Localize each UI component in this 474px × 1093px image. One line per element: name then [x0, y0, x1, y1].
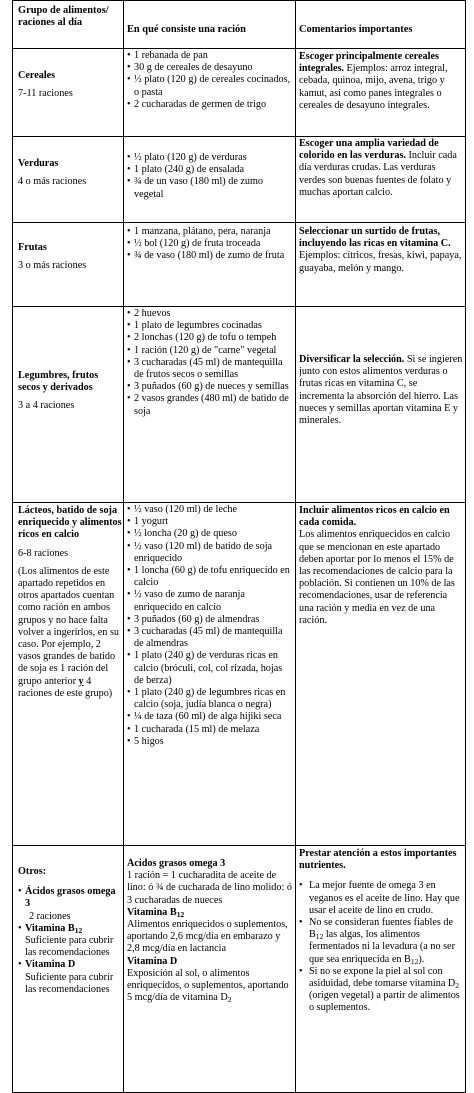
- b12-text: Alimentos enriquecidos o suplementos, aportando 2,6 mcg/día en embarazo y 2,8 mcg/día en lactancia: [127, 919, 288, 955]
- comment-bold: Prestar atención a estos importantes nutrientes.: [299, 848, 457, 872]
- list-item: • La mejor fuente de omega 3 en veganos es el aceite de lino. Hay que usar el aceite de lino en crudo.: [299, 880, 463, 917]
- list-item: • 30 g de cereales de desayuno: [127, 62, 292, 74]
- portion-list-lacteos: [127, 504, 292, 748]
- header-portion: En qué consiste una ración: [127, 24, 246, 35]
- comment-text: Incluir cada día verduras crudas. Las verduras verdes son buenas fuentes de folato y muchas aportan calcio.: [299, 150, 457, 198]
- list-item: • 1 cucharada (15 ml) de melaza: [127, 724, 292, 736]
- list-item: • 1 plato (240 g) de verduras ricas en calcio (bróculi, col, col rizada, hojas de berza): [127, 650, 292, 687]
- group-verduras: [18, 158, 122, 188]
- list-item: • 3 cucharadas (45 ml) de mantequilla de frutos secos o semillas: [127, 357, 292, 381]
- b12-title: Vitamina $B_{12}$: [127, 906, 185, 919]
- list-item: • ½ plato (120 g) de cereales cocinados, o pasta: [127, 74, 292, 98]
- portion-list-legumbres: [127, 308, 292, 418]
- list-item: • 1 manzana, plátano, pera, naranja: [127, 226, 292, 238]
- comment-text: Los alimentos enriquecidos en calcio que se mencionan en este apartado deben aportar por lo menos el 15% de las recomendaciones de calcio para la población. Si contienen un 10% de las recomendaciones, usar de referencia una ración y media en vez de una ración.: [299, 529, 455, 626]
- comment-otros: [299, 848, 463, 1015]
- group-portions: 7-11 raciones: [18, 88, 73, 100]
- list-item: • 2 cucharadas de germen de trigo: [127, 99, 292, 111]
- group-name: Otros:: [18, 866, 47, 877]
- list-item: • ½ plato (120 g) de verduras: [127, 152, 292, 164]
- comment-bold: Diversificar la selección.: [299, 354, 405, 365]
- d-title: Vitamina D: [127, 955, 178, 967]
- list-item: • 1 plato (240 g) de ensalada: [127, 164, 292, 176]
- portion-list-verduras: [127, 152, 292, 201]
- list-item: • ½ bol (120 g) de fruta troceada: [127, 238, 292, 250]
- group-name: Lácteos, batido de soja enriquecido y alimentos ricos en calcio: [18, 505, 122, 541]
- group-note: (Los alimentos de este apartado repetidos en otros apartados cuentan como ración en ambos grupos y no hace falta volver a ingerirlos, en su caso. Por ejemplo, 2 vasos grandes de batido de soja es 1 ración del grupo anterior y 4 raciones de este grupo): [18, 565, 119, 699]
- comment-legumbres: [299, 354, 463, 427]
- list-item: • ½ vaso de zumo de naranja enriquecido en calcio: [127, 589, 292, 613]
- comment-cereales: [299, 51, 463, 112]
- comment-lacteos: [299, 505, 463, 627]
- nutrition-table: [12, 0, 466, 1093]
- group-name: Frutas: [18, 242, 47, 253]
- list-item: • Vitamina $B_{12}$ Suficiente para cubrir las recomendaciones: [18, 923, 122, 960]
- list-item: • Ácidos grasos omega 3 2 raciones: [18, 886, 122, 923]
- comment-text: Ejemplos: cítricos, fresas, kiwi, papaya, guayaba, melón y mango.: [299, 250, 462, 274]
- header-food-group: Grupo de alimentos/ raciones al día: [18, 5, 109, 29]
- group-cereales: [18, 70, 122, 100]
- list-item: • 1 loncha (60 g) de tofu enriquecido en calcio: [127, 565, 292, 589]
- list-item: • ½ loncha (20 g) de queso: [127, 528, 292, 540]
- group-portions: 4 o más raciones: [18, 176, 87, 188]
- omega-title: Ácidos grasos omega 3: [127, 858, 226, 869]
- group-portions: 3 a 4 raciones: [18, 400, 75, 412]
- list-item: • 2 vasos grandes (480 ml) de batido de soja: [127, 393, 292, 417]
- group-portions: 6-8 raciones: [18, 547, 69, 559]
- list-item: • ¾ de vaso (180 ml) de zumo de fruta: [127, 250, 292, 262]
- list-item: • Vitamina D Suficiente para cubrir las recomendaciones: [18, 959, 122, 996]
- list-item: • 2 huevos: [127, 308, 292, 320]
- list-item: • 1 rebanada de pan: [127, 50, 292, 62]
- list-item: • Si no se expone la piel al sol con asiduidad, debe tomarse vitamina $D_2$ (origen vegetal) a partir de alimentos o suplementos.: [299, 966, 463, 1015]
- group-portions: 3 o más raciones: [18, 260, 87, 272]
- group-name: Verduras: [18, 158, 59, 169]
- comment-text: Si se ingieren junto con estos alimentos verduras o frutas ricas en vitamina C, se incrementa la absorción del hierro. Las nueces y semillas aportan vitamina E y minerales.: [299, 354, 463, 427]
- comment-bold: Seleccionar un surtido de frutas, incluyendo las ricas en vitamina C.: [299, 226, 451, 250]
- list-item: • ¼ de taza (60 ml) de alga hijiki seca: [127, 711, 292, 723]
- list-item: • 3 puñados (60 g) de nueces y semillas: [127, 381, 292, 393]
- comment-text: Ejemplos: arroz integral, cebada, quinoa, mijo, avena, trigo y kamut, así como panes integrales o cereales de desayuno integrales.: [299, 63, 448, 111]
- list-item: • 5 higos: [127, 736, 292, 748]
- list-item: • ½ vaso (120 ml) de leche: [127, 504, 292, 516]
- list-item: • 2 lonchas (120 g) de tofu o tempeh: [127, 332, 292, 344]
- comment-bold: Incluir alimentos ricos en calcio en cada comida.: [299, 505, 450, 529]
- d-text: Exposición al sol, o alimentos enriquecidos, o suplementos, aportando 5 mcg/día de vitamina $D_2$: [127, 967, 289, 1005]
- group-name: Legumbres, frutos secos y derivados: [18, 370, 99, 394]
- group-name: Cereales: [18, 70, 56, 81]
- omega-text: 1 ración = 1 cucharadita de aceite de lino: ó ¾ de cucharada de lino molido: ó 3 cucharadas de nueces: [127, 870, 292, 906]
- comment-list: [299, 880, 463, 1014]
- portion-list-frutas: [127, 226, 292, 263]
- list-item: • 3 cucharadas (45 ml) de mantequilla de almendras: [127, 626, 292, 650]
- group-frutas: [18, 242, 122, 272]
- comment-bold: Escoger una amplia variedad de colorido en las verduras.: [299, 138, 439, 162]
- list-item: • 1 plato de legumbres cocinadas: [127, 320, 292, 332]
- list-item: • ½ vaso (120 ml) de batido de soja enriquecido: [127, 541, 292, 565]
- group-legumbres: [18, 370, 122, 413]
- list-item: • ¾ de un vaso (180 ml) de zumo vegetal: [127, 176, 292, 200]
- list-item: • 1 yogurt: [127, 516, 292, 528]
- comment-frutas: [299, 226, 463, 275]
- otros-nutrient-list: [18, 886, 122, 996]
- list-item: • No se consideran fuentes fiables de $B_{12}$ las algas, los alimentos fermentados ni la levadura (a no ser que sea enriquecida en $B_{12}$).: [299, 917, 463, 966]
- header-comments: Comentarios importantes: [299, 24, 413, 35]
- comment-verduras: [299, 138, 463, 199]
- portion-list-cereales: [127, 50, 292, 111]
- list-item: • 3 puñados (60 g) de almendras: [127, 614, 292, 626]
- comment-bold: Escoger principalmente cereales integrales.: [299, 51, 439, 75]
- group-otros: [18, 866, 122, 996]
- list-item: • 1 plato (240 g) de legumbres ricas en calcio (soja, judía blanca o negra): [127, 687, 292, 711]
- portion-otros: [127, 858, 292, 1004]
- group-lacteos: [18, 505, 122, 700]
- list-item: • 1 ración (120 g) de "carne" vegetal: [127, 345, 292, 357]
